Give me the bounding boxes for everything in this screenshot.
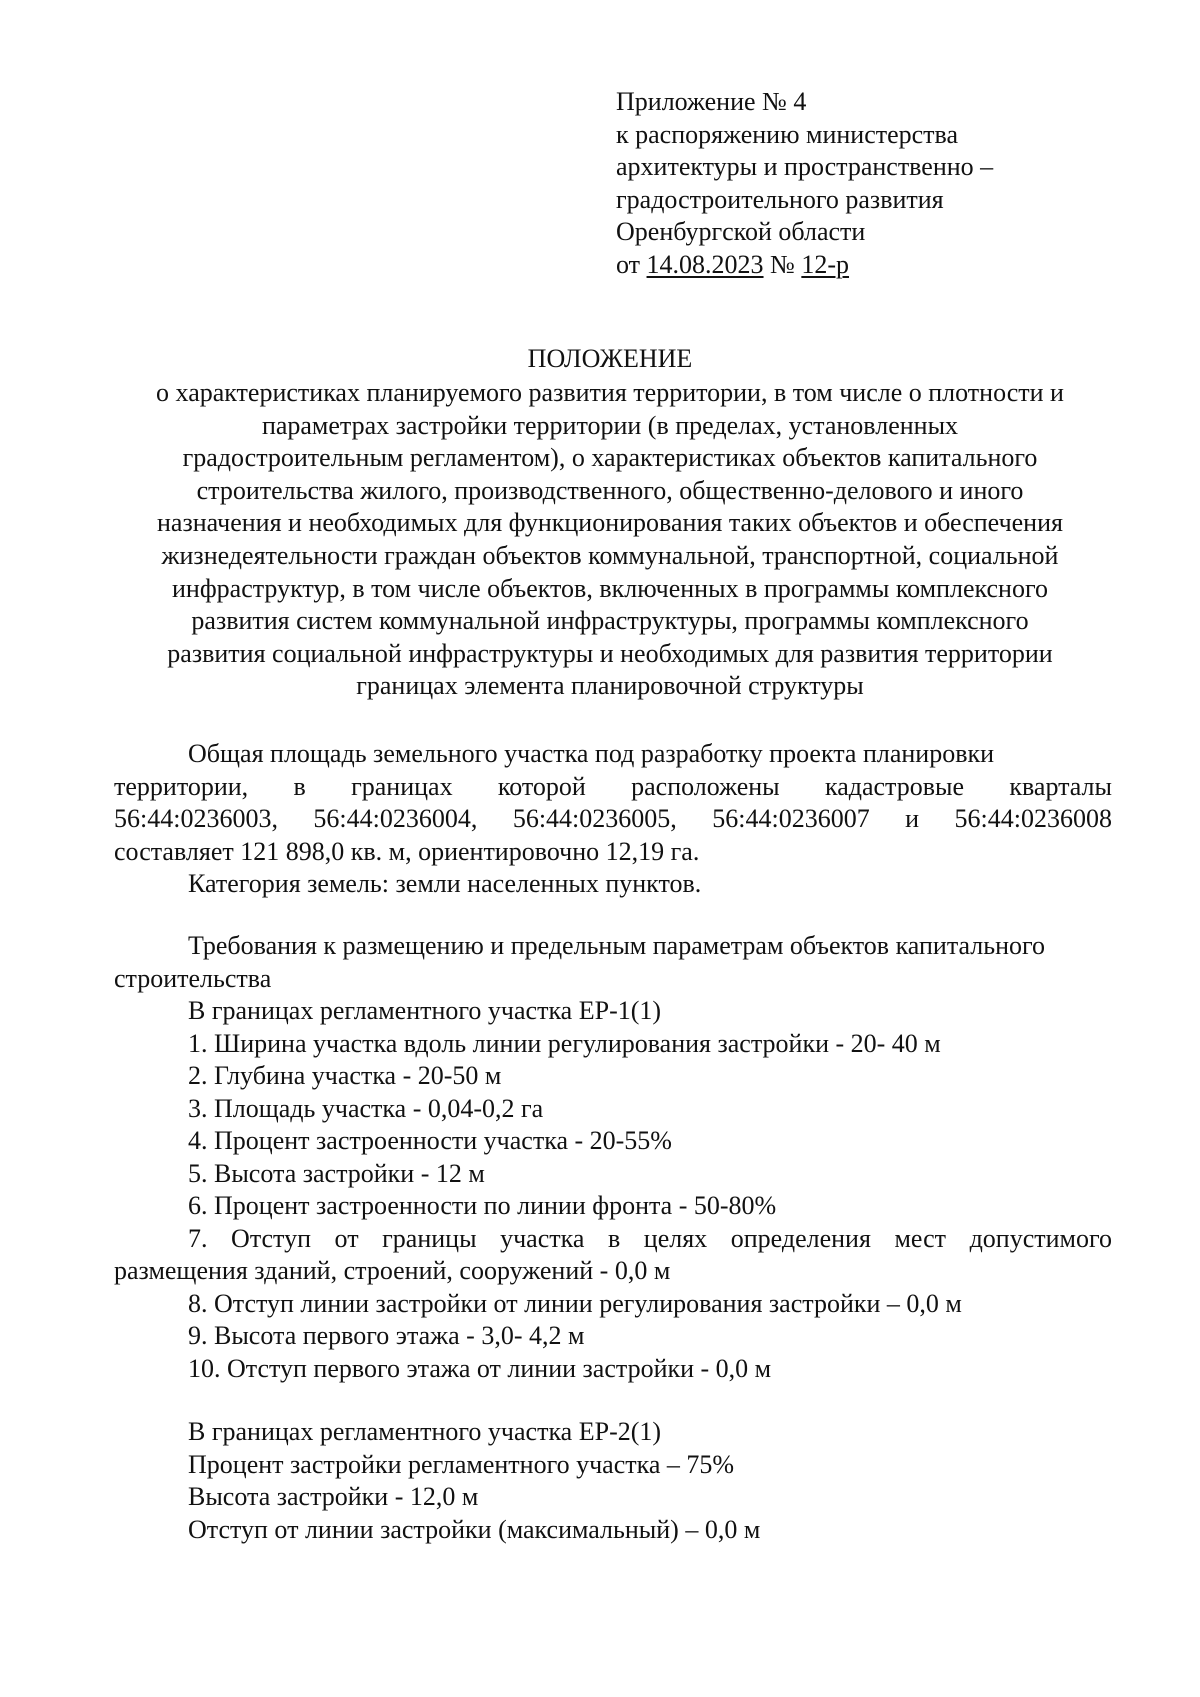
date-prefix: от <box>616 249 641 279</box>
document-subtitle <box>110 377 1110 703</box>
list-item: 3. Площадь участка - 0,04-0,2 га <box>188 1093 544 1123</box>
document-title: ПОЛОЖЕНИЕ <box>527 344 693 373</box>
number-prefix: № <box>770 249 795 279</box>
ep2-heading: В границах регламентного участка ЕР-2(1) <box>188 1417 662 1446</box>
list-item: 9. Высота первого этажа - 3,0- 4,2 м <box>188 1321 585 1350</box>
subtitle-line: параметрах застройки территории (в пределах, установленных <box>261 410 959 440</box>
paragraph-line: Требования к размещению и предельным параметрам объектов капитального <box>188 931 1046 960</box>
attachment-line: Оренбургской области <box>616 217 866 246</box>
land-category: Категория земель: земли населенных пунктов. <box>188 869 702 898</box>
subtitle-line: о характеристиках планируемого развития территории, в том числе о плотности и <box>156 378 1064 407</box>
area-paragraph <box>114 738 1112 901</box>
list-item: 10. Отступ первого этажа от линии застройки - 0,0 м <box>188 1353 772 1383</box>
subtitle-line: инфраструктур, в том числе объектов, включенных в программы комплексного <box>171 573 1048 603</box>
attachment-block <box>616 86 993 281</box>
order-number: 12-р <box>801 249 850 279</box>
list-item: Отступ от линии застройки (максимальный) – 0,0 м <box>188 1514 761 1544</box>
list-item: Высота застройки - 12,0 м <box>188 1482 479 1511</box>
attachment-line: градостроительного развития <box>616 184 944 214</box>
subtitle-line: развития социальной инфраструктуры и необходимых для развития территории <box>167 638 1053 668</box>
list-item: 4. Процент застроенности участка - 20-55% <box>188 1126 672 1155</box>
subtitle-line: границах элемента планировочной структуры <box>356 671 864 701</box>
attachment-line: архитектуры и пространственно – <box>616 152 994 181</box>
list-item-continuation: размещения зданий, строений, сооружений - 0,0 м <box>114 1256 671 1285</box>
attachment-date-line <box>616 249 993 282</box>
paragraph-line: составляет 121 898,0 кв. м, ориентировочно 12,19 га. <box>114 836 700 866</box>
list-item: 1. Ширина участка вдоль линии регулирования застройки - 20- 40 м <box>188 1028 941 1058</box>
subtitle-line: назначения и необходимых для функционирования таких объектов и обеспечения <box>157 508 1063 538</box>
ep2-section <box>114 1416 1112 1546</box>
paragraph-line: строительства <box>114 963 272 993</box>
list-item: 8. Отступ линии застройки от линии регулирования застройки – 0,0 м <box>188 1288 962 1318</box>
ep1-section <box>114 995 1112 1385</box>
paragraph-line: территории, в границах которой расположены кадастровые кварталы <box>114 771 1112 801</box>
requirements-heading <box>114 930 1112 995</box>
subtitle-line: жизнедеятельности граждан объектов коммунальной, транспортной, социальной <box>161 540 1059 570</box>
subtitle-line: развития систем коммунальной инфраструктуры, программы комплексного <box>191 606 1029 636</box>
list-item: 2. Глубина участка - 20-50 м <box>188 1061 502 1090</box>
list-item: 7. Отступ от границы участка в целях определения мест допустимого <box>188 1223 1112 1253</box>
order-date: 14.08.2023 <box>646 249 764 279</box>
ep1-heading: В границах регламентного участка ЕР-1(1) <box>188 996 662 1025</box>
list-item: Процент застройки регламентного участка – 75% <box>188 1449 735 1479</box>
subtitle-line: строительства жилого, производственного, общественно-делового и иного <box>196 475 1024 505</box>
list-item: 5. Высота застройки - 12 м <box>188 1158 485 1188</box>
subtitle-line: градостроительным регламентом), о характеристиках объектов капитального <box>182 443 1038 473</box>
paragraph-line: 56:44:0236003, 56:44:0236004, 56:44:0236005, 56:44:0236007 и 56:44:0236008 <box>114 804 1112 833</box>
paragraph-line: Общая площадь земельного участка под разработку проекта планировки <box>188 739 995 768</box>
list-item: 6. Процент застроенности по линии фронта - 50-80% <box>188 1191 777 1220</box>
attachment-line: к распоряжению министерства <box>616 119 959 149</box>
attachment-line: Приложение № 4 <box>616 87 807 116</box>
